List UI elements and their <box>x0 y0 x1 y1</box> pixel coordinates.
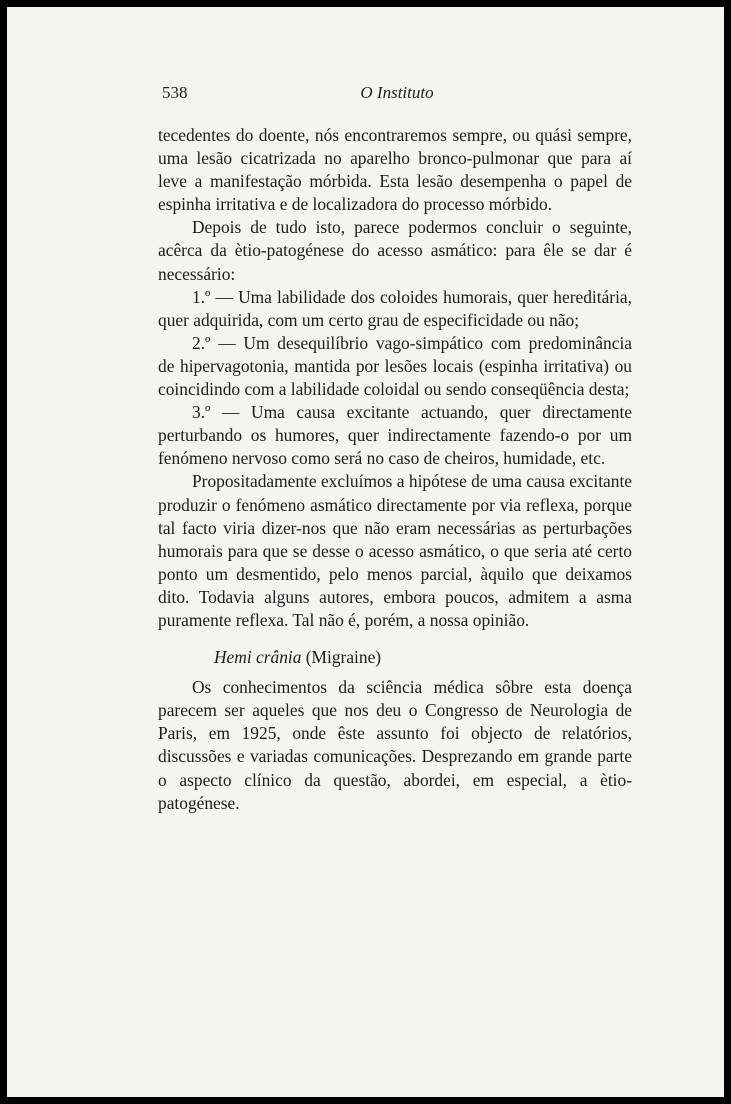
paragraph: tecedentes do doente, nós encontraremos sempre, ou quási sempre, uma lesão cicatrizada no aparelho bronco-pulmonar que para aí leve a manifestação mórbida. Esta lesão desempenha o papel de espinha irritativa e de localizadora do processo mórbido. <box>158 125 632 215</box>
paragraph: Propositadamente excluímos a hipótese de uma causa excitante produzir o fenómeno asmático directamente por via reflexa, porque tal facto viria dizer-nos que não eram necessárias as perturbações humorais para que se desse o acesso asmático, o que seria até certo ponto um desmentido, pelo menos parcial, àquilo que deixamos dito. Todavia alguns autores, embora poucos, admitem a asma puramente reflexa. Tal não é, porém, a nossa opinião. <box>158 471 632 630</box>
body-text <box>158 124 632 815</box>
book-page <box>7 7 724 1097</box>
section-heading <box>158 646 632 669</box>
running-title: O Instituto <box>360 83 434 102</box>
section-heading-italic: Hemi crânia <box>214 647 302 668</box>
section-heading-parenthetical: (Migraine) <box>301 647 382 668</box>
paragraph: Depois de tudo isto, parece podermos concluir o seguinte, acêrca da ètio-patogénese do acesso asmático: para êle se dar é necessário: <box>158 217 632 284</box>
page-number: 538 <box>162 83 188 102</box>
list-item: 1.º — Uma labilidade dos coloides humorais, quer hereditária, quer adquirida, com um certo grau de especificidade ou não; <box>158 286 632 330</box>
list-item: 3.º — Uma causa excitante actuando, quer directamente perturbando os humores, quer indirectamente fazendo-o por um fenómeno nervoso como será no caso de cheiros, humidade, etc. <box>158 402 632 469</box>
page-header <box>162 81 632 109</box>
list-item: 2.º — Um desequilíbrio vago-simpático com predominância de hipervagotonia, mantida por lesões locais (espinha irritativa) ou coincidindo com a labilidade coloidal ou sendo conseqüência desta; <box>158 332 632 400</box>
paragraph: Os conhecimentos da sciência médica sôbre esta doença parecem ser aqueles que nos deu o Congresso de Neurologia de Paris, em 1925, onde êste assunto foi objecto de relatórios, discussões e variadas comunicações. Desprezando em grande parte o aspecto clínico da questão, abordei, em especial, a ètio-patogénese. <box>158 677 632 813</box>
